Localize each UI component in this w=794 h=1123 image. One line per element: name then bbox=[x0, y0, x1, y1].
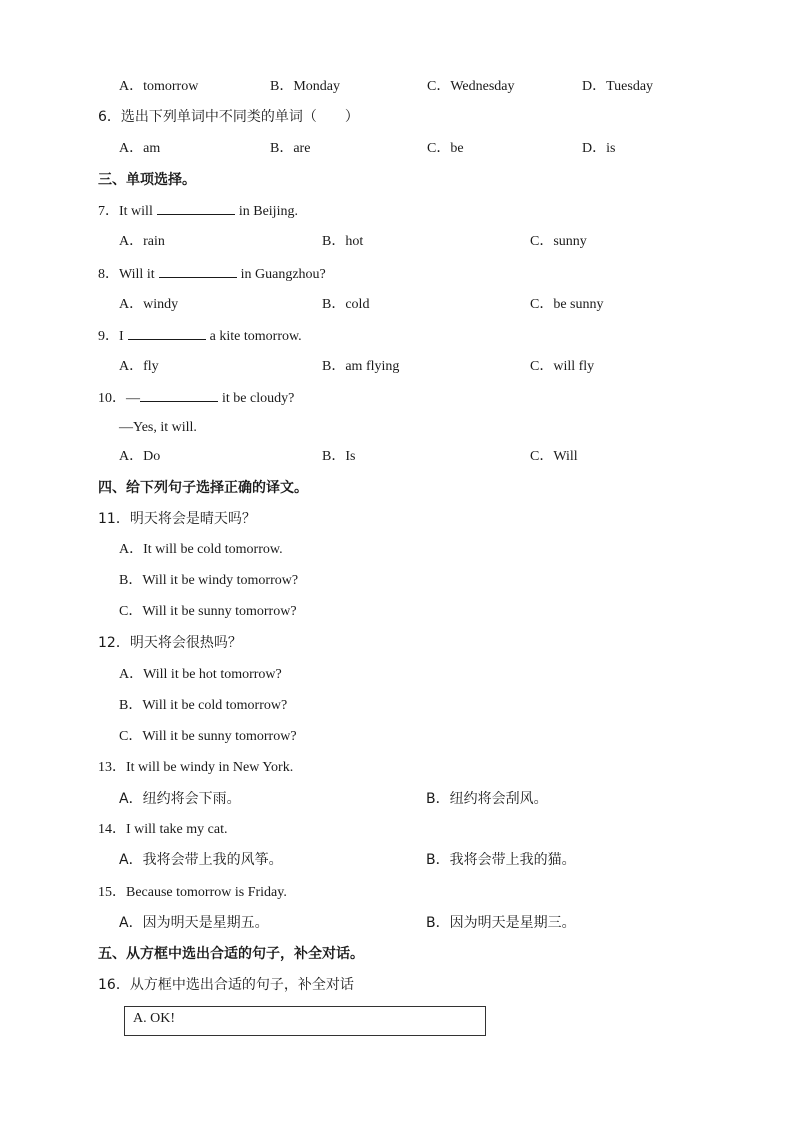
q16-question: 16．从方框中选出合适的句子，补全对话 bbox=[98, 977, 354, 993]
q6-option-d[interactable]: D．is bbox=[582, 141, 616, 156]
q12-option-a[interactable]: A．Will it be hot tomorrow? bbox=[119, 667, 282, 682]
q15-question: 15．Because tomorrow is Friday. bbox=[98, 885, 287, 900]
q7-blank[interactable] bbox=[157, 201, 235, 215]
q10-suffix: it be cloudy? bbox=[222, 391, 295, 406]
section-5-heading: 五、从方框中选出合适的句子，补全对话。 bbox=[98, 946, 364, 962]
section-4-heading: 四、给下列句子选择正确的译文。 bbox=[98, 480, 308, 496]
q12-question: 12．明天将会很热吗？ bbox=[98, 635, 242, 651]
q10-option-b[interactable]: B．Is bbox=[322, 449, 356, 464]
q7-option-c[interactable]: C．sunny bbox=[530, 234, 587, 249]
q9-blank[interactable] bbox=[128, 326, 206, 340]
section-3-heading: 三、单项选择。 bbox=[98, 172, 196, 188]
q7-suffix: in Beijing. bbox=[238, 204, 298, 219]
q8-suffix: in Guangzhou? bbox=[240, 267, 326, 282]
q5-option-c[interactable]: C．Wednesday bbox=[427, 79, 515, 94]
q7-question bbox=[98, 201, 298, 222]
q9-option-c[interactable]: C．will fly bbox=[530, 359, 595, 374]
q15-option-b[interactable]: B．因为明天是星期三。 bbox=[426, 915, 576, 931]
q10-option-a[interactable]: A．Do bbox=[119, 449, 161, 464]
q10-reply: —Yes, it will. bbox=[119, 420, 197, 435]
q7-prefix: 7．It will bbox=[98, 204, 153, 219]
q8-option-c[interactable]: C．be sunny bbox=[530, 297, 604, 312]
q8-option-a[interactable]: A．windy bbox=[119, 297, 179, 312]
q12-option-c[interactable]: C．Will it be sunny tomorrow? bbox=[119, 729, 297, 744]
q13-option-b[interactable]: B．纽约将会刮风。 bbox=[426, 791, 548, 807]
q7-option-b[interactable]: B．hot bbox=[322, 234, 364, 249]
options-box-item-a: A. OK! bbox=[133, 1011, 175, 1026]
q6-option-c[interactable]: C．be bbox=[427, 141, 464, 156]
q8-option-b[interactable]: B．cold bbox=[322, 297, 370, 312]
q5-option-b[interactable]: B．Monday bbox=[270, 79, 340, 94]
q6-option-b[interactable]: B．are bbox=[270, 141, 311, 156]
q5-option-d[interactable]: D．Tuesday bbox=[582, 79, 654, 94]
q10-prefix: 10．— bbox=[98, 391, 140, 406]
q15-option-a[interactable]: A．因为明天是星期五。 bbox=[119, 915, 269, 931]
q9-option-b[interactable]: B．am flying bbox=[322, 359, 400, 374]
q11-option-b[interactable]: B．Will it be windy tomorrow? bbox=[119, 573, 299, 588]
q13-option-a[interactable]: A．纽约将会下雨。 bbox=[119, 791, 241, 807]
q11-option-a[interactable]: A．It will be cold tomorrow. bbox=[119, 542, 283, 557]
q8-blank[interactable] bbox=[159, 264, 237, 278]
q11-option-c[interactable]: C．Will it be sunny tomorrow? bbox=[119, 604, 297, 619]
q6-option-a[interactable]: A．am bbox=[119, 141, 161, 156]
q11-question: 11．明天将会是晴天吗？ bbox=[98, 511, 256, 527]
q10-question bbox=[98, 388, 294, 409]
q9-question bbox=[98, 326, 302, 347]
q9-suffix: a kite tomorrow. bbox=[209, 329, 302, 344]
q9-prefix: 9．I bbox=[98, 329, 124, 344]
q8-question bbox=[98, 264, 326, 285]
options-box bbox=[124, 1006, 486, 1036]
q7-option-a[interactable]: A．rain bbox=[119, 234, 165, 249]
q5-option-a[interactable]: A．tomorrow bbox=[119, 79, 199, 94]
q14-question: 14．I will take my cat. bbox=[98, 822, 228, 837]
q13-question: 13．It will be windy in New York. bbox=[98, 760, 294, 775]
q10-blank[interactable] bbox=[140, 388, 218, 402]
q14-option-a[interactable]: A．我将会带上我的风筝。 bbox=[119, 852, 283, 868]
q9-option-a[interactable]: A．fly bbox=[119, 359, 159, 374]
q12-option-b[interactable]: B．Will it be cold tomorrow? bbox=[119, 698, 288, 713]
q6-question: 6．选出下列单词中不同类的单词（ ） bbox=[98, 109, 359, 125]
q14-option-b[interactable]: B．我将会带上我的猫。 bbox=[426, 852, 576, 868]
q10-option-c[interactable]: C．Will bbox=[530, 449, 578, 464]
q8-prefix: 8．Will it bbox=[98, 267, 155, 282]
